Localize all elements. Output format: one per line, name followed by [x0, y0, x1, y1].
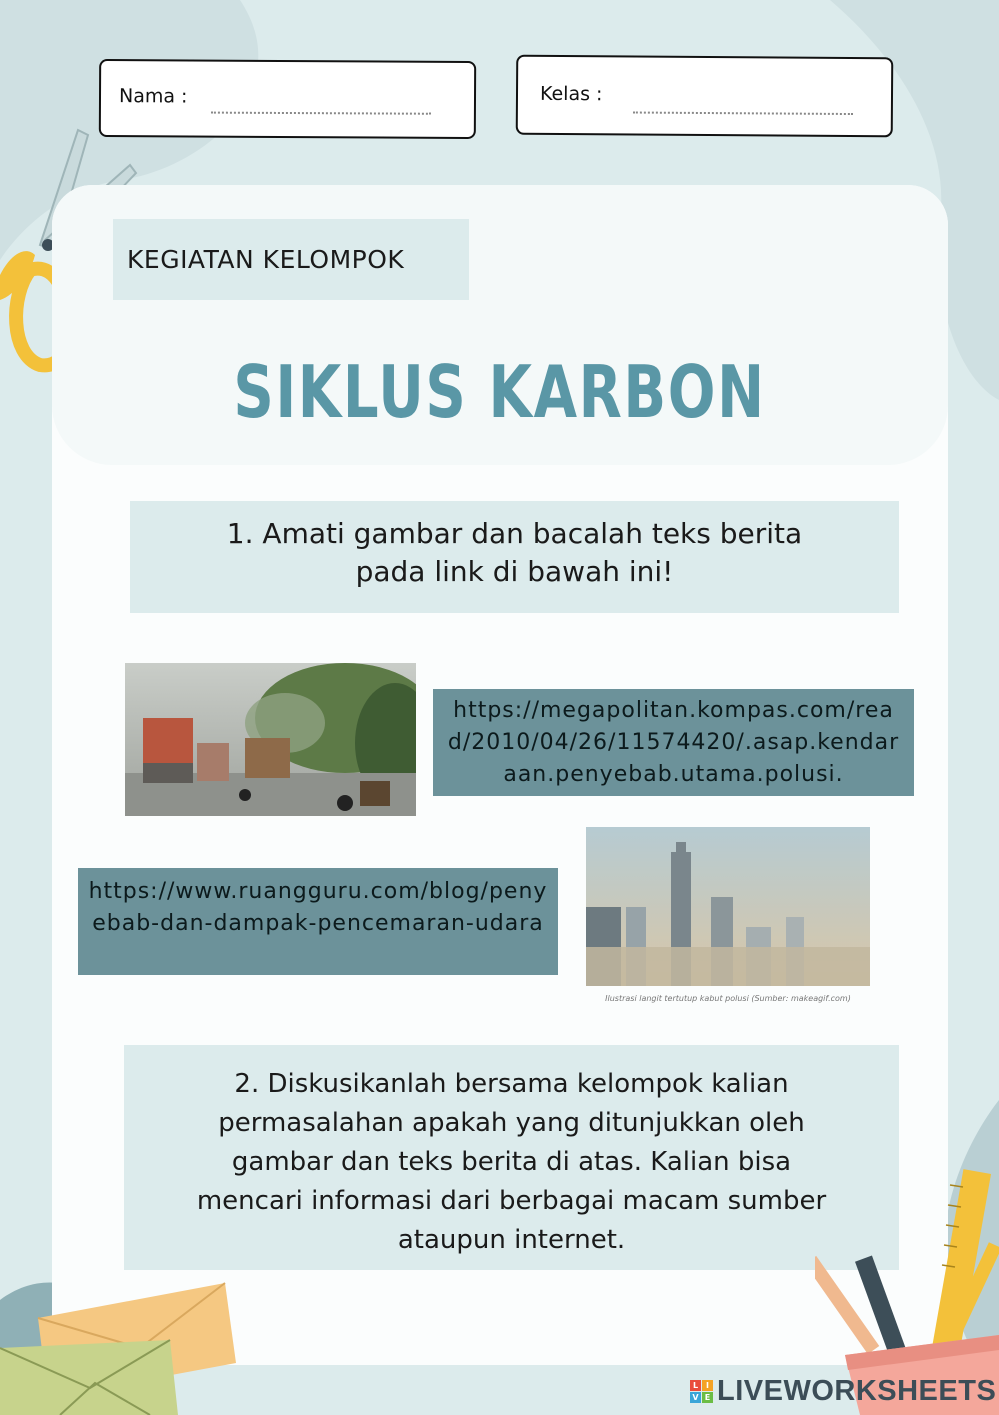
photo-caption: Ilustrasi langit tertutup kabut polusi (Sumber: makeagif.com): [605, 994, 851, 1003]
logo-letter-v: V: [690, 1392, 701, 1403]
name-dotted-line: [211, 112, 431, 115]
logo-letter-i: I: [702, 1380, 713, 1391]
class-label: Kelas :: [539, 82, 603, 106]
news-link-1[interactable]: https://megapolitan.kompas.com/read/2010/04/26/11574420/.asap.kendaraan.penyebab.utama.polusi.: [433, 689, 914, 796]
brand-name: LIVEWORKSHEETS: [717, 1374, 997, 1407]
task-1-line-1: 1. Amati gambar dan bacalah teks berita: [226, 517, 803, 550]
name-field[interactable]: [99, 59, 476, 139]
class-dotted-line: [633, 112, 853, 116]
liveworksheets-brand: [690, 1374, 996, 1408]
task-2-instruction: 2. Diskusikanlah bersama kelompok kalian permasalahan apakah yang ditunjukkan oleh gambar dan teks berita di atas. Kalian bisa mencari informasi dari berbagai macam sumber ataupun internet.: [124, 1045, 899, 1270]
traffic-smog-photo: [125, 663, 416, 816]
liveworksheets-logo-icon: [690, 1380, 713, 1403]
skyline-haze-photo: [586, 827, 870, 986]
task-1-instruction: [130, 501, 899, 613]
envelope-icon: [0, 1278, 240, 1415]
page-title: SIKLUS KARBON: [233, 350, 766, 434]
name-label: Nama :: [118, 85, 188, 108]
class-field[interactable]: [516, 55, 894, 138]
activity-tag: KEGIATAN KELOMPOK: [113, 219, 469, 300]
task-1-line-2: pada link di bawah ini!: [355, 555, 674, 588]
logo-letter-e: E: [702, 1392, 713, 1403]
news-link-2[interactable]: https://www.ruangguru.com/blog/penyebab-dan-dampak-pencemaran-udara: [78, 868, 558, 975]
logo-letter-l: L: [690, 1380, 701, 1391]
